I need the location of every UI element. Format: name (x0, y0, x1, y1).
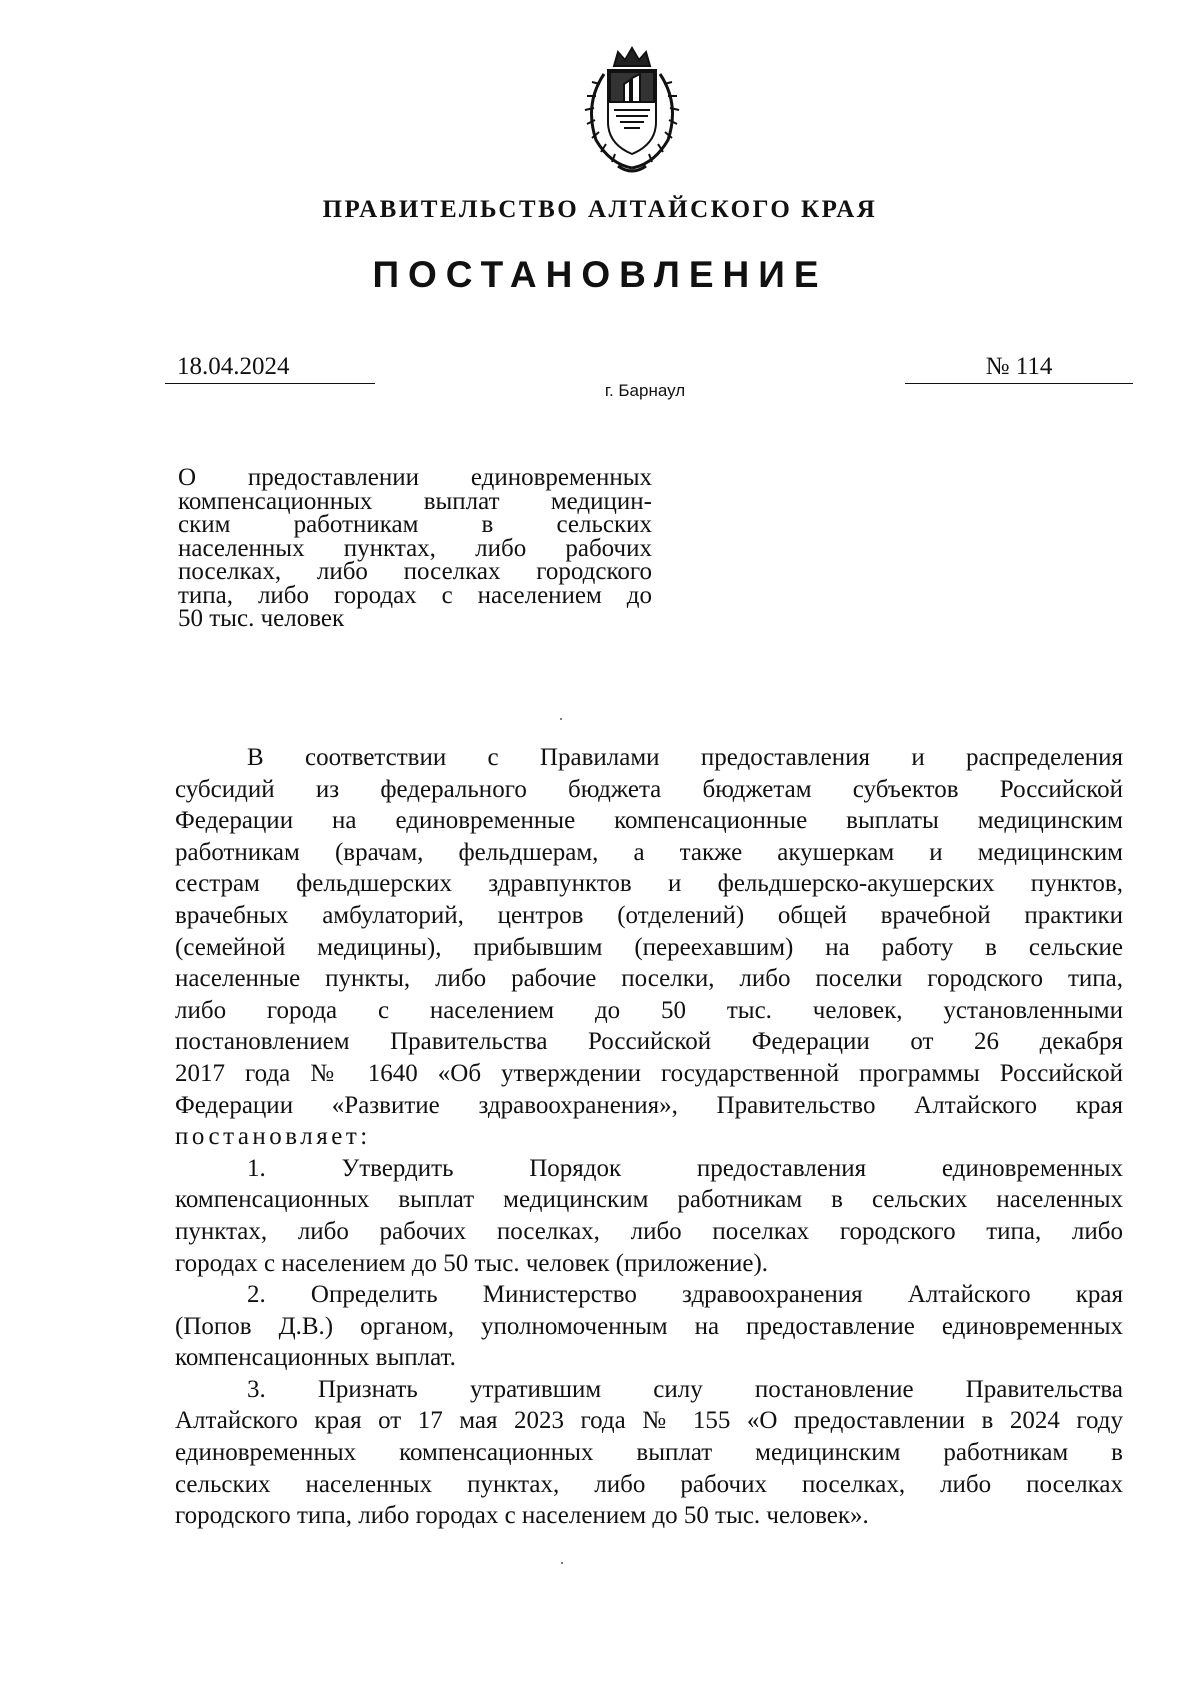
item-2-line: 2. Определить Министерство здравоохранения Алтайского края (247, 1281, 1123, 1309)
document-date: 18.04.2024 (165, 353, 375, 384)
subject-line: компенсационных выплат медицин- (178, 487, 652, 515)
subject-line: ским работникам в сельских (178, 511, 652, 538)
document-subject (178, 466, 652, 631)
subject-line: населенных пунктах, либо рабочих (178, 534, 652, 562)
subject-line: О предоставлении единовременных (178, 464, 652, 491)
preamble-line: населенные пункты, либо рабочие поселки, либо поселки городского типа, (175, 965, 1123, 993)
item-2-line: компенсационных выплат. (175, 1344, 456, 1372)
item-2-line: (Попов Д.В.) органом, уполномоченным на предоставление единовременных (175, 1312, 1123, 1340)
document-type-title: ПОСТАНОВЛЕНИЕ (372, 254, 828, 295)
subject-line: 50 тыс. человек (178, 605, 345, 632)
item-1-line: городах с населением до 50 тыс. человек (приложение). (175, 1249, 769, 1277)
organization-name: ПРАВИТЕЛЬСТВО АЛТАЙСКОГО КРАЯ (322, 196, 878, 223)
preamble-line: сестрам фельдшерских здравпунктов и фельдшерско-акушерских пунктов, (175, 870, 1123, 898)
item-3-line: сельских населенных пунктах, либо рабочих поселках, либо поселках (175, 1470, 1123, 1498)
subject-line: типа, либо городах с населением до (178, 581, 652, 609)
item-1-line: 1. Утвердить Порядок предоставления единовременных (247, 1154, 1123, 1182)
document-number: № 114 (905, 353, 1133, 384)
preamble-line: постановлением Правительства Российской Федерации от 26 декабря (175, 1028, 1123, 1056)
preamble-line: врачебных амбулаторий, центров (отделений) общей врачебной практики (175, 901, 1123, 929)
preamble-line: Федерации «Развитие здравоохранения», Правительство Алтайского края (175, 1091, 1123, 1119)
preamble-line: 2017 года № 1640 «Об утверждении государственной программы Российской (175, 1059, 1123, 1087)
document-city: г. Барнаул (604, 381, 686, 400)
scan-speck (560, 718, 562, 720)
item-3-line: 3. Признать утратившим силу постановление Правительства (247, 1375, 1123, 1403)
preamble-line: либо города с населением до 50 тыс. человек, установленными (175, 996, 1123, 1024)
document-body (175, 742, 1123, 1532)
scan-speck (561, 1562, 563, 1564)
preamble-line: Федерации на единовременные компенсационные выплаты медицинским (175, 807, 1123, 835)
resolves-word: постановляет: (175, 1123, 371, 1151)
subject-line: поселках, либо поселках городского (178, 558, 652, 585)
altai-krai-coat-of-arms-icon (570, 44, 694, 184)
item-3-line: единовременных компенсационных выплат медицинским работникам в (175, 1439, 1123, 1467)
preamble-line: работникам (врачам, фельдшерам, а также акушеркам и медицинским (175, 838, 1123, 866)
item-1-line: пунктах, либо рабочих поселках, либо поселках городского типа, либо (175, 1217, 1123, 1245)
preamble-line: субсидий из федерального бюджета бюджетам субъектов Российской (175, 775, 1123, 803)
item-3-line: Алтайского края от 17 мая 2023 года № 155 «О предоставлении в 2024 году (175, 1407, 1123, 1435)
item-3-line: городского типа, либо городах с населением до 50 тыс. человек». (175, 1502, 869, 1530)
preamble-line: (семейной медицины), прибывшим (переехавшим) на работу в сельские (175, 933, 1123, 961)
preamble-line: В соответствии с Правилами предоставления и распределения (247, 744, 1123, 771)
item-1-line: компенсационных выплат медицинским работникам в сельских населенных (175, 1186, 1123, 1214)
